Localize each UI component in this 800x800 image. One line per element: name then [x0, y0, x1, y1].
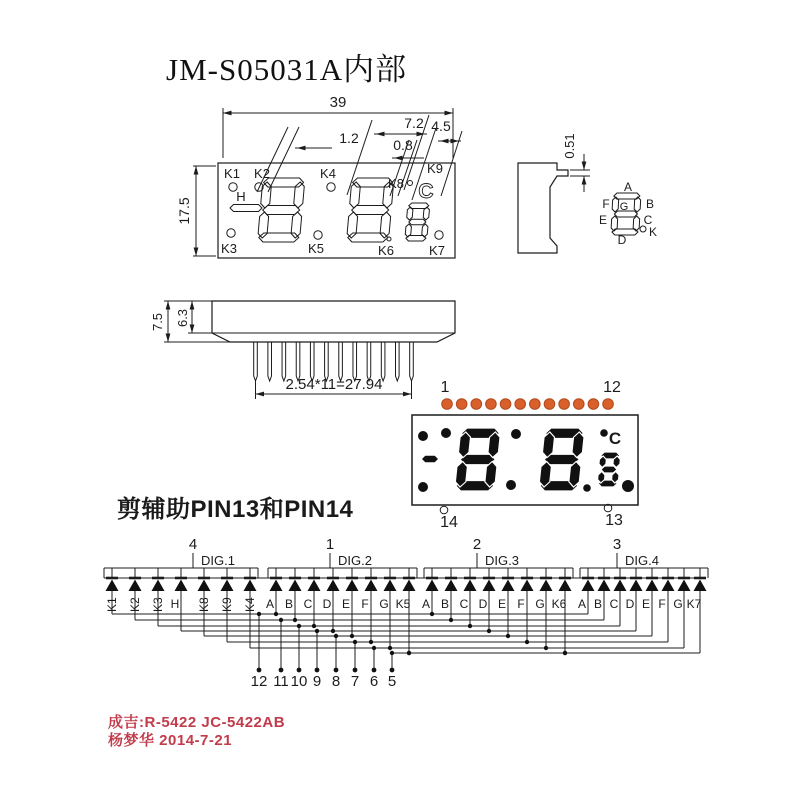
diode-label: K4	[243, 597, 257, 612]
diode-triangle	[540, 580, 553, 592]
label-k6: K6	[378, 243, 394, 258]
label-k1: K1	[224, 166, 240, 181]
display-pin-1: 1	[440, 379, 450, 396]
diode-label: E	[497, 597, 507, 611]
diode-triangle	[694, 580, 707, 592]
pin-dot	[603, 399, 614, 410]
arrowhead	[440, 139, 449, 144]
diode-label: B	[593, 597, 603, 611]
junction-dot	[312, 624, 316, 628]
diode-triangle	[308, 580, 321, 592]
arrowhead	[376, 132, 385, 137]
diode-label: K5	[395, 597, 411, 611]
dim-digit-width: 7.2	[404, 115, 424, 131]
junction-dot	[487, 629, 491, 633]
diode-triangle	[598, 580, 611, 592]
junction-dot	[407, 651, 411, 655]
label-k8: K8	[388, 176, 404, 191]
degree-dot-outline	[408, 181, 413, 186]
junction-dot	[369, 640, 373, 644]
arrowhead	[190, 325, 195, 334]
segmap-g: G	[619, 201, 629, 213]
diode-triangle	[559, 580, 572, 592]
segment-pin-number: 7	[350, 673, 360, 690]
diode-label: K1	[105, 597, 119, 612]
digit-segment-f	[407, 207, 414, 220]
arrowhead	[403, 392, 412, 397]
digit-segment-a	[352, 178, 393, 187]
dim-profile-total: 7.5	[150, 312, 165, 332]
pin-end-dot	[390, 668, 395, 673]
diode-label: E	[341, 597, 351, 611]
segment-pin-number: 8	[331, 673, 341, 690]
digit-segment-c	[422, 224, 429, 237]
pin14-circle	[440, 506, 448, 514]
segmap-c: C	[643, 213, 653, 227]
profile-pin	[396, 342, 400, 381]
diode-triangle	[106, 580, 119, 592]
pin-end-dot	[279, 668, 284, 673]
minus-segment-outline	[230, 205, 262, 212]
pin-end-dot	[297, 668, 302, 673]
pin-end-dot	[315, 668, 320, 673]
arrowhead	[582, 176, 587, 185]
diode-triangle	[221, 580, 234, 592]
segment-pin-number: 5	[387, 673, 397, 690]
pin-dot	[559, 399, 570, 410]
junction-dot	[353, 640, 357, 644]
junction-dot	[315, 629, 319, 633]
segment-pin-number: 6	[369, 673, 379, 690]
junction-dot	[257, 612, 261, 616]
pin-end-dot	[353, 668, 358, 673]
label-c-outline: C	[418, 180, 434, 203]
diode-label: K2	[128, 597, 142, 612]
segmap-a: A	[623, 180, 633, 194]
label-h: H	[236, 189, 246, 204]
page-title: JM-S05031A内部	[166, 52, 408, 87]
profile-body	[212, 301, 455, 342]
diode-label: K8	[197, 597, 211, 612]
display-minus-h	[422, 456, 438, 463]
diode-label: D	[322, 597, 332, 611]
label-k2: K2	[254, 166, 270, 181]
dim-small-digit-width: 4.5	[431, 118, 451, 134]
diode-label: F	[658, 597, 666, 611]
pin-dot	[471, 399, 482, 410]
display-led-k7	[622, 480, 634, 492]
diode-triangle	[483, 580, 496, 592]
display-digit-1	[454, 428, 501, 491]
junction-dot	[506, 634, 510, 638]
digit-pin-number: 3	[612, 536, 622, 553]
digit-pin-number: 1	[325, 536, 335, 553]
display-pin-12: 12	[603, 379, 621, 396]
digit-group-label: DIG.3	[485, 553, 519, 568]
diode-triangle	[662, 580, 675, 592]
dim-pin-row: 2.54*11=27.94	[285, 376, 383, 393]
digit-segment-g	[409, 219, 426, 225]
diode-triangle	[365, 580, 378, 592]
display-degree-c: C	[608, 429, 622, 448]
display-degree-dot	[600, 429, 608, 437]
drawing-digit-1	[257, 178, 305, 242]
diode-triangle	[289, 580, 302, 592]
junction-dot	[293, 618, 297, 622]
junction-dot	[334, 634, 338, 638]
pin-dot	[486, 399, 497, 410]
segment-pin-number: 9	[312, 673, 322, 690]
diode-label: A	[421, 597, 431, 611]
footer-red-text	[108, 714, 285, 750]
diode-triangle	[270, 580, 283, 592]
pin-dot	[515, 399, 526, 410]
footer-line2: 杨梦华 2014-7-21	[108, 732, 233, 749]
segmap-d: D	[617, 233, 627, 247]
diode-triangle	[521, 580, 534, 592]
diode-label: C	[303, 597, 313, 611]
label-k5: K5	[308, 241, 324, 256]
display-dp-k5	[506, 480, 516, 490]
diode-triangle	[502, 580, 515, 592]
diode-triangle	[198, 580, 211, 592]
arrowhead	[166, 301, 171, 310]
display-led-k4	[511, 429, 521, 439]
arrowhead	[394, 156, 403, 161]
side-profile-outline	[518, 163, 568, 253]
digit-segment-e	[258, 212, 269, 238]
junction-dot	[468, 624, 472, 628]
diode-triangle	[152, 580, 165, 592]
digit-segment-e	[611, 216, 618, 231]
label-k4: K4	[320, 166, 336, 181]
display-pin-13: 13	[605, 512, 623, 529]
junction-dot	[390, 651, 394, 655]
led-k5	[314, 231, 322, 239]
display-dp-k6	[583, 484, 591, 492]
drawing-small-digit	[405, 203, 430, 241]
arrowhead	[166, 334, 171, 343]
diode-triangle	[403, 580, 416, 592]
junction-dot	[297, 624, 301, 628]
led-k7	[435, 231, 443, 239]
diode-triangle	[244, 580, 257, 592]
segment-pin-number: 10	[290, 673, 308, 690]
arrowhead	[194, 248, 199, 257]
junction-dot	[331, 629, 335, 633]
arrowhead	[582, 162, 587, 171]
pin-end-dot	[257, 668, 262, 673]
diode-triangle	[175, 580, 188, 592]
diode-label: B	[440, 597, 450, 611]
arrowhead	[297, 146, 306, 151]
diode-label: F	[361, 597, 369, 611]
diode-label: E	[641, 597, 651, 611]
diode-triangle	[678, 580, 691, 592]
diode-label: K9	[220, 597, 234, 612]
digit-group-label: DIG.2	[338, 553, 372, 568]
label-k3: K3	[221, 241, 237, 256]
segmap-e: E	[598, 213, 608, 227]
segmap-k: K	[648, 225, 658, 239]
diode-label: A	[577, 597, 587, 611]
segment-map-digit	[611, 193, 641, 235]
junction-dot	[388, 646, 392, 650]
note-cut-aux-pins: 剪辅助PIN13和PIN14	[117, 496, 354, 523]
label-k7: K7	[429, 243, 445, 258]
diode-triangle	[384, 580, 397, 592]
pin-dot	[500, 399, 511, 410]
drawing-digit-2	[346, 178, 394, 242]
arrowhead	[223, 111, 232, 116]
junction-dot	[274, 612, 278, 616]
led-k4	[327, 183, 335, 191]
digit-segment-f	[612, 197, 619, 212]
pin-dot	[573, 399, 584, 410]
digit-segment-e	[347, 212, 358, 238]
segmap-b: B	[645, 197, 655, 211]
diode-label: K6	[551, 597, 567, 611]
diode-label: K3	[151, 597, 165, 612]
digit-segment-d	[258, 233, 299, 242]
digit-pin-number: 4	[188, 536, 198, 553]
diode-label: H	[170, 597, 180, 611]
pin-dot	[442, 399, 453, 410]
diode-label: B	[284, 597, 294, 611]
label-k9: K9	[427, 161, 443, 176]
diode-triangle	[445, 580, 458, 592]
junction-dot	[350, 634, 354, 638]
digit-pin-number: 2	[472, 536, 482, 553]
diode-label: G	[379, 597, 389, 611]
arrowhead	[445, 111, 454, 116]
profile-pin	[254, 342, 258, 381]
diode-triangle	[582, 580, 595, 592]
dim-profile-body: 6.3	[175, 308, 190, 328]
dim-pin-thickness: 0.51	[562, 133, 577, 159]
diode-label: G	[673, 597, 683, 611]
digit-segment-b	[293, 182, 304, 208]
diode-label: D	[478, 597, 488, 611]
digit-segment-c	[633, 216, 640, 231]
segmap-f: F	[602, 197, 610, 211]
diode-triangle	[129, 580, 142, 592]
profile-pin	[410, 342, 414, 381]
digit-group-label: DIG.4	[625, 553, 659, 568]
diode-label: G	[535, 597, 545, 611]
diode-label: A	[265, 597, 275, 611]
digit-segment-b	[634, 197, 641, 212]
display-digit-2	[538, 428, 585, 491]
arrowhead	[190, 301, 195, 310]
diode-triangle	[346, 580, 359, 592]
segment-pin-number: 12	[250, 673, 268, 690]
diode-triangle	[327, 580, 340, 592]
diode-label: C	[459, 597, 469, 611]
junction-dot	[525, 640, 529, 644]
digit-segment-g	[262, 206, 300, 215]
dim-total-width: 39	[329, 94, 347, 111]
diode-label: F	[517, 597, 525, 611]
junction-dot	[544, 646, 548, 650]
pin-dot	[544, 399, 555, 410]
profile-pin	[268, 342, 272, 381]
led-k3	[227, 229, 235, 237]
arrowhead	[256, 392, 265, 397]
digit-group-label: DIG.1	[201, 553, 235, 568]
dim-seg-thickness: 0.8	[393, 137, 413, 153]
pin-dot	[530, 399, 541, 410]
segment-pin-number: 11	[273, 673, 289, 690]
digit-segment-d	[347, 233, 388, 242]
diode-triangle	[464, 580, 477, 592]
display-pin-14: 14	[440, 514, 458, 531]
digit-segment-g	[351, 206, 389, 215]
diode-label: D	[625, 597, 635, 611]
dim-seg-pitch: 1.2	[339, 130, 359, 146]
dim-total-height: 17.5	[176, 197, 192, 225]
junction-dot	[430, 612, 434, 616]
junction-dot	[279, 618, 283, 622]
diode-label: C	[609, 597, 619, 611]
diode-label: K7	[686, 597, 702, 611]
junction-dot	[449, 618, 453, 622]
pin-dot	[588, 399, 599, 410]
display-led-k3	[418, 482, 428, 492]
pin-end-dot	[372, 668, 377, 673]
display-led-k1	[418, 431, 428, 441]
diode-triangle	[426, 580, 439, 592]
junction-dot	[563, 651, 567, 655]
junction-dot	[372, 646, 376, 650]
arrowhead	[194, 166, 199, 175]
pin-dot	[456, 399, 467, 410]
diode-triangle	[630, 580, 643, 592]
display-led-k2	[441, 428, 451, 438]
footer-line1: 成吉:R-5422 JC-5422AB	[108, 714, 286, 731]
diode-triangle	[646, 580, 659, 592]
diode-triangle	[614, 580, 627, 592]
pin-end-dot	[334, 668, 339, 673]
led-k6	[387, 237, 391, 241]
